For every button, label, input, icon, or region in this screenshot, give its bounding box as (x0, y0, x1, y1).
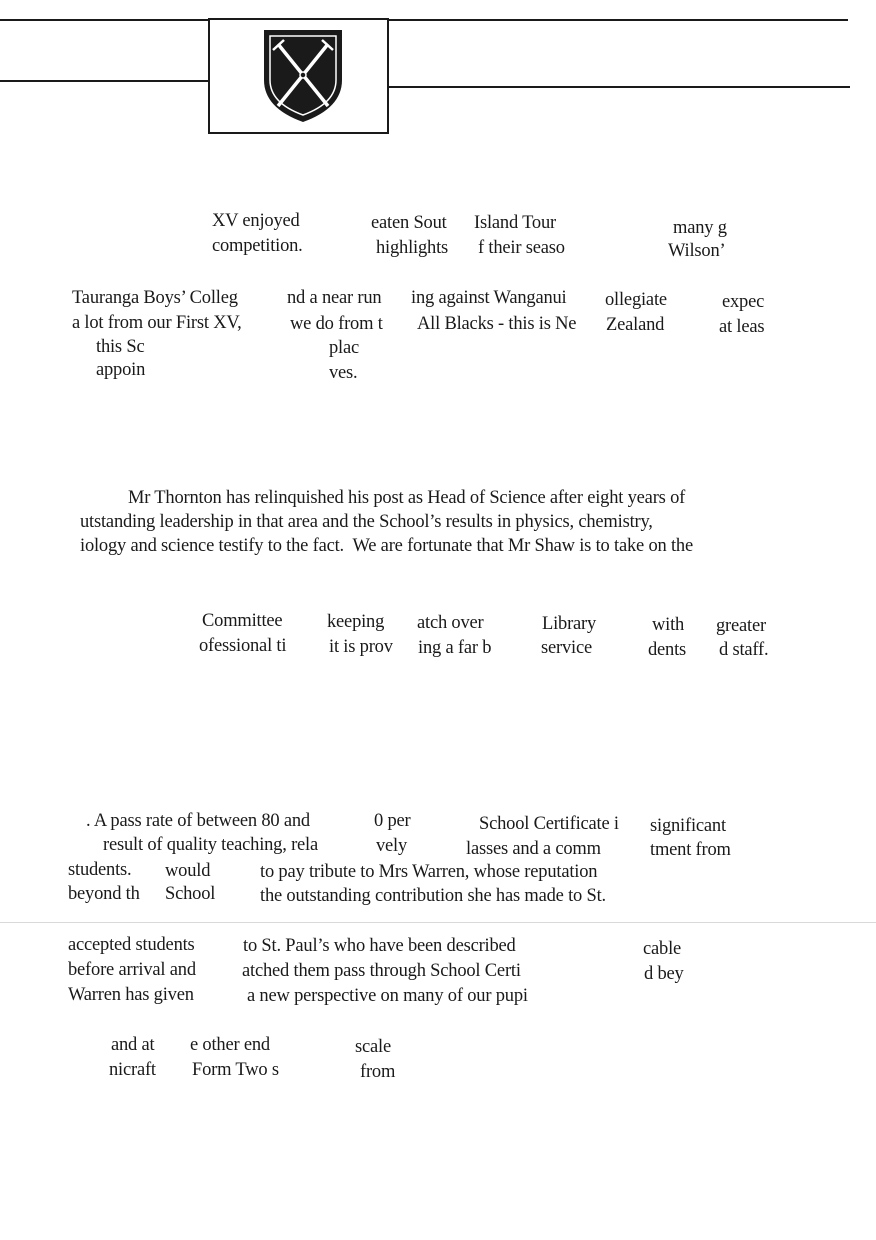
paragraph-line: utstanding leadership in that area and the School’s results in physics, chemistry, (80, 512, 653, 532)
text-fragment: students. (68, 860, 132, 880)
text-fragment: All Blacks - this is Ne (417, 314, 577, 334)
text-fragment: . A pass rate of between 80 and (86, 811, 310, 831)
paragraph-line: Mr Thornton has relinquished his post as Head of Science after eight years of (128, 488, 686, 508)
text-fragment: Zealand (606, 315, 665, 335)
text-fragment: atch over (417, 613, 484, 633)
text-fragment: competition. (212, 236, 303, 256)
text-fragment: beyond th (68, 884, 140, 904)
text-fragment: from (360, 1062, 396, 1082)
text-fragment: would (165, 861, 211, 881)
text-fragment: Form Two s (192, 1060, 279, 1080)
text-fragment: cable (643, 939, 682, 959)
text-fragment: dents (648, 640, 687, 660)
text-fragment: lasses and a comm (466, 839, 601, 859)
text-fragment: eaten Sout (371, 213, 447, 233)
header-rule-right (388, 86, 850, 88)
scan-fold-line (0, 922, 876, 923)
text-fragment: ollegiate (605, 290, 667, 310)
text-fragment: expec (722, 292, 765, 312)
text-fragment: to pay tribute to Mrs Warren, whose reputation (260, 862, 598, 882)
text-fragment: a lot from our First XV, (72, 313, 242, 333)
text-fragment: plac (329, 338, 360, 358)
text-fragment: and at (111, 1035, 155, 1055)
text-fragment: with (652, 615, 685, 635)
paragraph-line: iology and science testify to the fact. We are fortunate that Mr Shaw is to take on the (80, 536, 693, 556)
text-fragment: d bey (644, 964, 684, 984)
text-fragment: scale (355, 1037, 391, 1057)
text-fragment: XV enjoyed (212, 211, 300, 231)
text-fragment: Wilson’ (668, 241, 726, 261)
text-fragment: nd a near run (287, 288, 382, 308)
crossed-swords-shield-icon (262, 28, 344, 124)
text-fragment: 0 per (374, 811, 411, 831)
header-rule-top (0, 19, 848, 21)
text-fragment: ing against Wanganui (411, 288, 567, 308)
text-fragment: result of quality teaching, rela (103, 835, 319, 855)
text-fragment: the outstanding contribution she has made to St. (260, 886, 606, 906)
text-fragment: School Certificate i (479, 814, 619, 834)
text-fragment: at leas (719, 317, 765, 337)
text-fragment: f their seaso (478, 238, 565, 258)
text-fragment: ofessional ti (199, 636, 287, 656)
text-fragment: significant (650, 816, 726, 836)
text-fragment: it is prov (329, 637, 393, 657)
text-fragment: ves. (329, 363, 358, 383)
text-fragment: accepted students (68, 935, 195, 955)
text-fragment: we do from t (290, 314, 383, 334)
text-fragment: School (165, 884, 216, 904)
text-fragment: this Sc (96, 337, 145, 357)
text-fragment: Island Tour (474, 213, 556, 233)
text-fragment: a new perspective on many of our pupi (247, 986, 528, 1006)
text-fragment: tment from (650, 840, 731, 860)
text-fragment: Committee (202, 611, 283, 631)
text-fragment: Warren has given (68, 985, 194, 1005)
header-rule-left (0, 80, 210, 82)
text-fragment: vely (376, 836, 408, 856)
text-fragment: e other end (190, 1035, 270, 1055)
text-fragment: greater (716, 616, 766, 636)
text-fragment: Tauranga Boys’ Colleg (72, 288, 238, 308)
crest-frame (208, 18, 389, 134)
section-science (80, 486, 693, 558)
text-fragment: highlights (376, 238, 449, 258)
text-fragment: keeping (327, 612, 385, 632)
text-fragment: to St. Paul’s who have been described (243, 936, 516, 956)
text-fragment: ing a far b (418, 638, 492, 658)
text-fragment: atched them pass through School Certi (242, 961, 521, 981)
text-fragment: before arrival and (68, 960, 196, 980)
text-fragment: d staff. (719, 640, 769, 660)
text-fragment: many g (673, 218, 727, 238)
text-fragment: appoin (96, 360, 146, 380)
text-fragment: service (541, 638, 592, 658)
text-fragment: nicraft (109, 1060, 156, 1080)
text-fragment: Library (542, 614, 597, 634)
